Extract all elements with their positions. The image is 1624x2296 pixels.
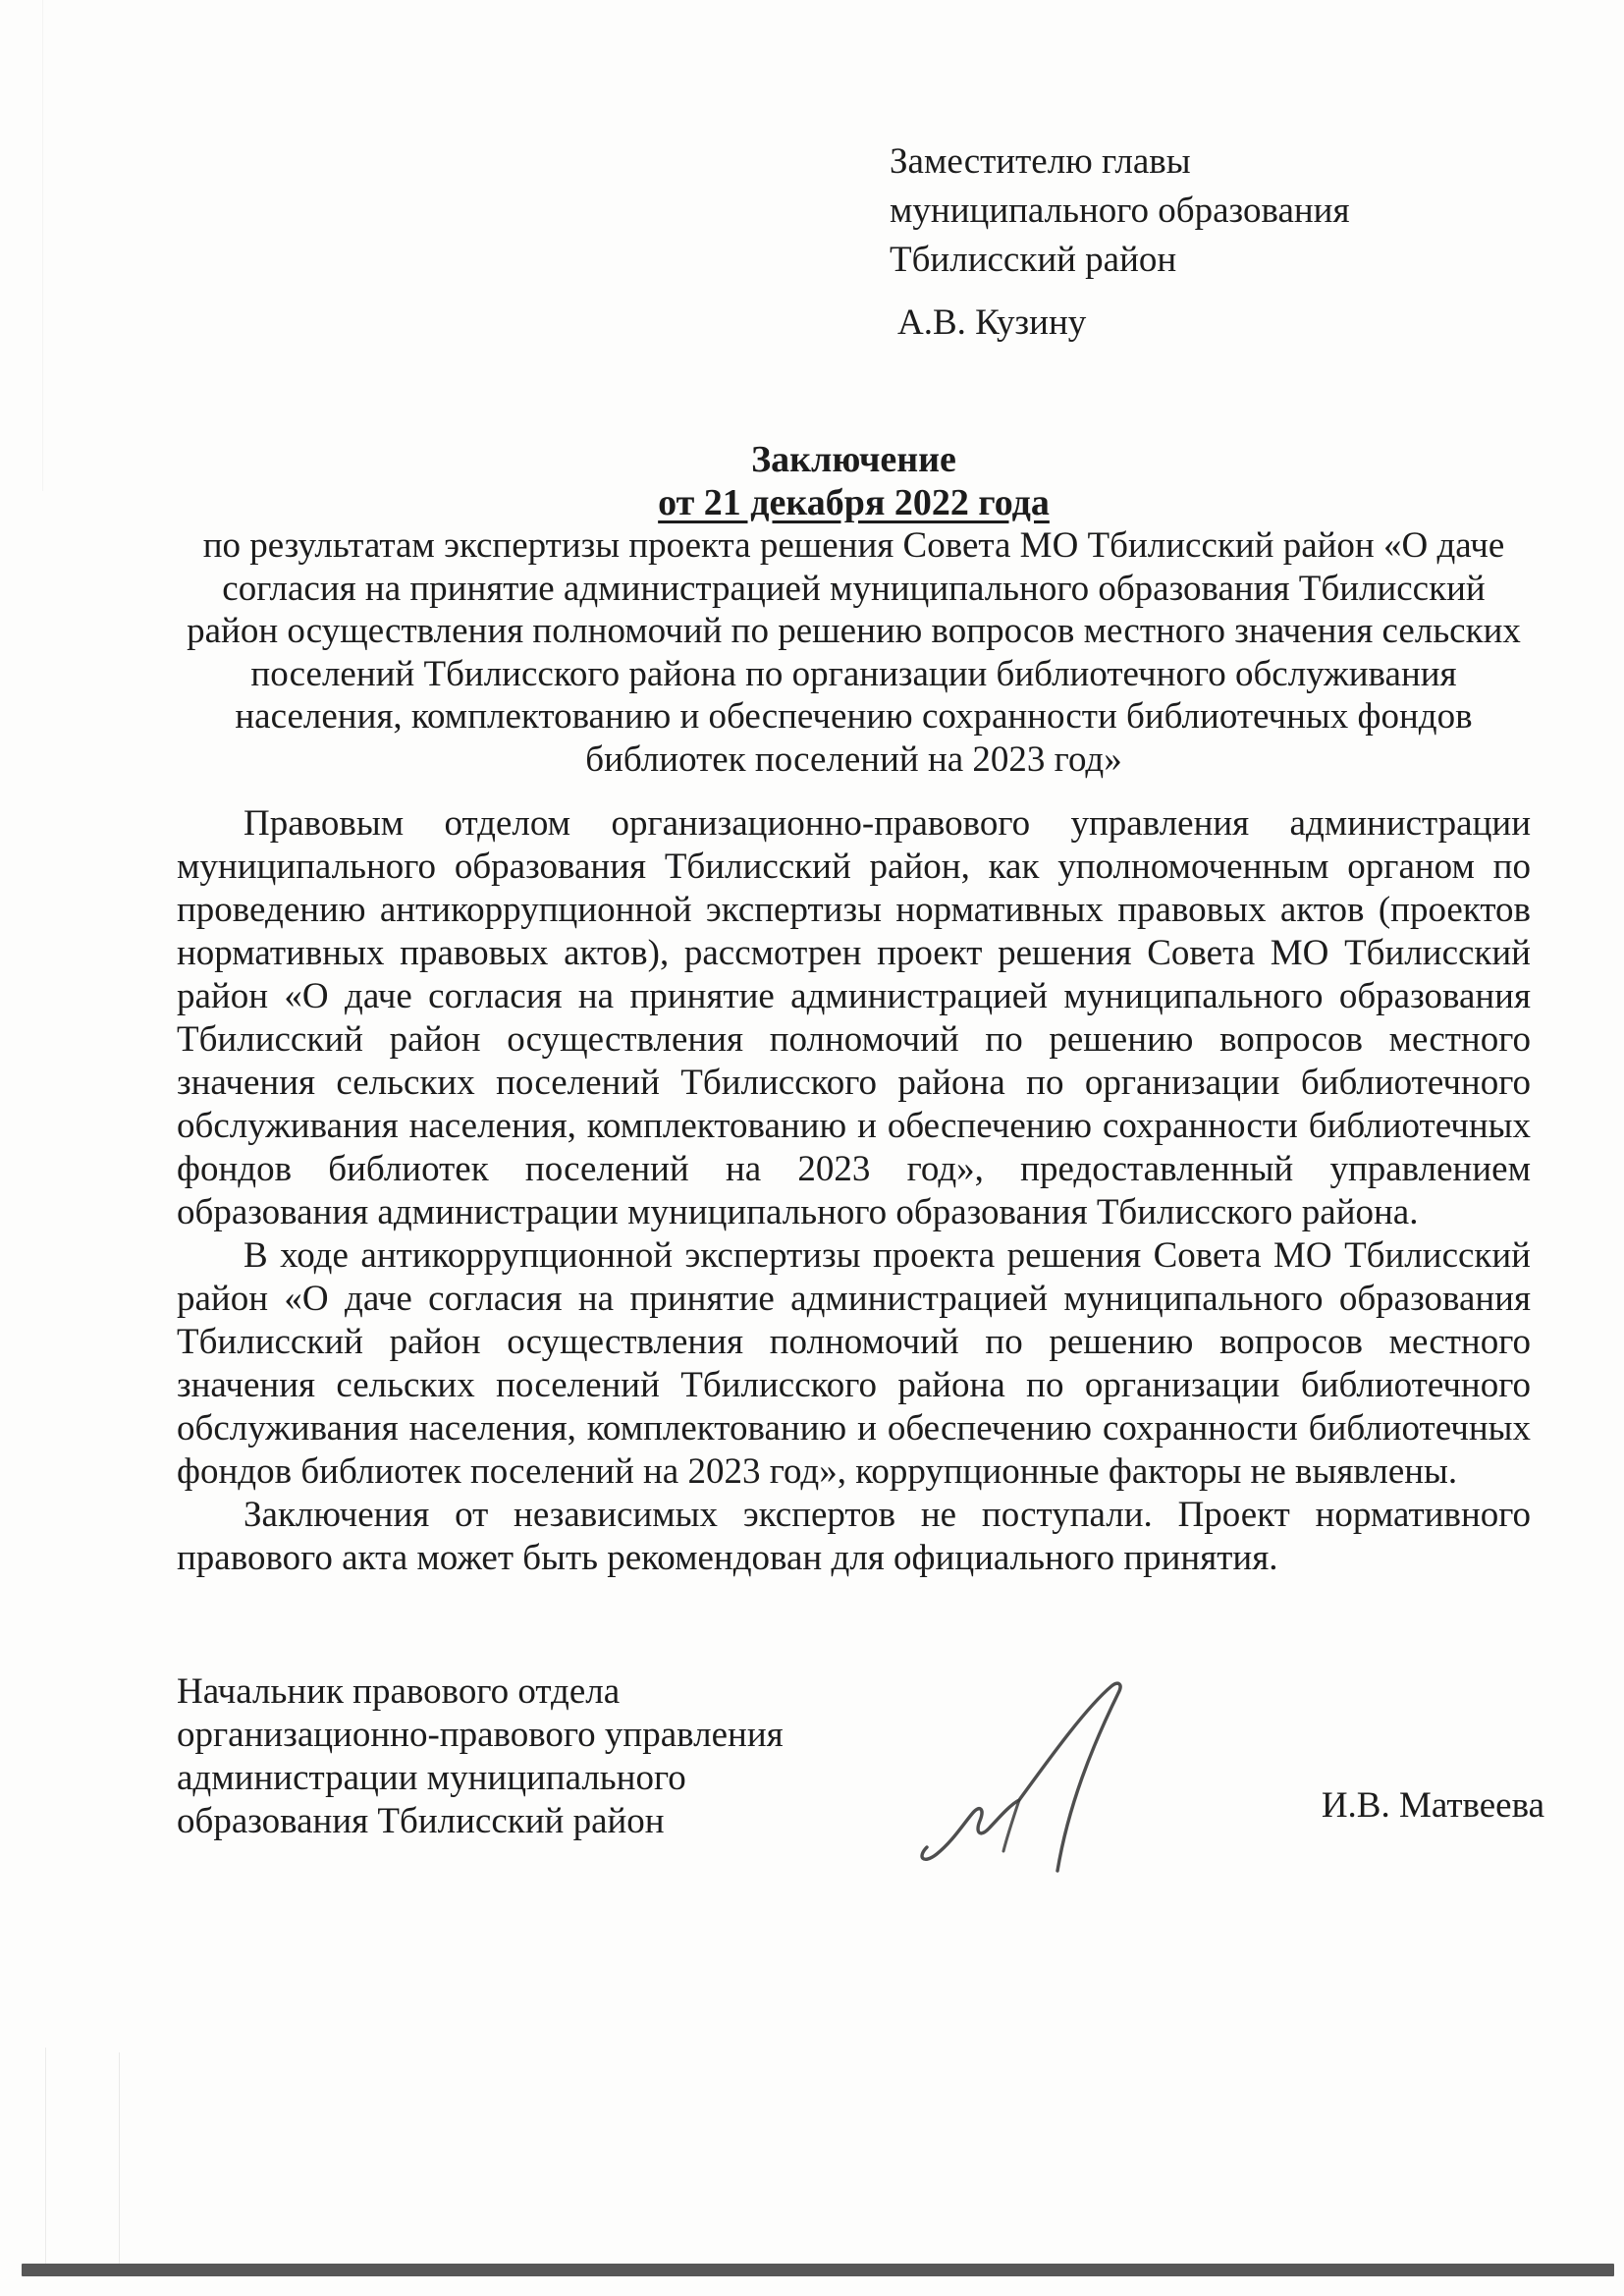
signer-position-line: администрации муниципального [177, 1758, 686, 1798]
body-paragraph: Заключения от независимых экспертов не поступали. Проект нормативного правового акта может быть рекомендован для официального принятия. [177, 1495, 1531, 1578]
signer-position-line: образования Тбилисский район [177, 1801, 665, 1841]
signature-section [177, 1670, 1544, 1896]
scan-artifact-line [119, 2052, 120, 2264]
scan-edge-bar [22, 2264, 1614, 2276]
addressee-line: муниципального образования [890, 191, 1350, 231]
scan-artifact-line [42, 0, 43, 491]
handwritten-signature [919, 1678, 1145, 1880]
document-subtitle: по результатам экспертизы проекта решения Совета МО Тбилисский район «О даче согласия на принятие администрацией муниципального образования Тбилисский район осуществления полномочий по решению вопросов местного значения сельских поселений Тбилисского района по организации библиотечного обслуживания населения, комплектованию и обеспечению сохранности библиотечных фондов библиотек поселений на 2023 год» [187, 525, 1521, 780]
document-title: Заключение [751, 439, 956, 480]
title-block [177, 438, 1531, 524]
signer-name: И.В. Матвеева [1321, 1785, 1544, 1826]
document-body [177, 802, 1531, 1580]
addressee-name: А.В. Кузину [897, 302, 1087, 343]
addressee-block [890, 137, 1531, 285]
scan-artifact-line [45, 2048, 46, 2264]
document-date: от 21 декабря 2022 года [658, 482, 1050, 523]
addressee-line: Тбилисский район [890, 240, 1177, 280]
signer-position-block [177, 1670, 805, 1843]
body-paragraph: Правовым отделом организационно-правового управления администрации муниципального образования Тбилисский район, как уполномоченным органом по проведению антикоррупционной экспертизы нормативных правовых актов (проектов нормативных правовых актов), рассмотрен проект решения Совета МО Тбилисский район «О даче согласия на принятие администрацией муниципального образования Тбилисский район осуществления полномочий по решению вопросов местного значения сельских поселений Тбилисского района по организации библиотечного обслуживания населения, комплектованию и обеспечению сохранности библиотечных фондов библиотек поселений на 2023 год», предоставленный управлением образования администрации муниципального образования Тбилисского района. [177, 803, 1531, 1232]
body-paragraph: В ходе антикоррупционной экспертизы проекта решения Совета МО Тбилисский район «О даче согласия на принятие администрацией муниципального образования Тбилисский район осуществления полномочий по решению вопросов местного значения сельских поселений Тбилисского района по организации библиотечного обслуживания населения, комплектованию и обеспечению сохранности библиотечных фондов библиотек поселений на 2023 год», коррупционные факторы не выявлены. [177, 1235, 1531, 1492]
signer-position-line: организационно-правового управления [177, 1715, 784, 1755]
addressee-line: Заместителю главы [890, 141, 1191, 182]
signer-position-line: Начальник правового отдела [177, 1671, 621, 1712]
